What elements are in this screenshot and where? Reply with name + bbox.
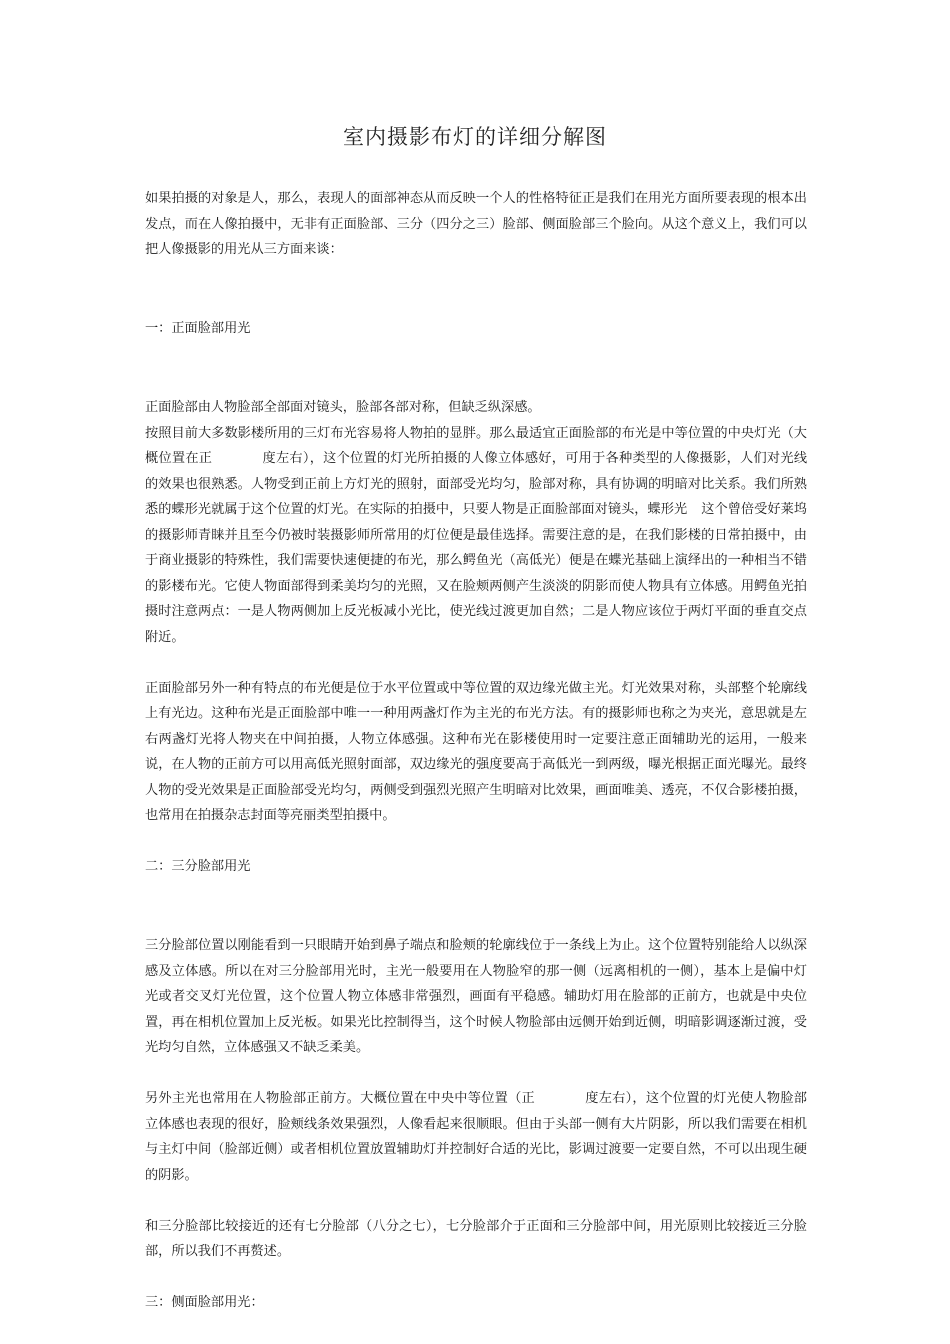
section2-paragraph-2 xyxy=(145,1086,807,1188)
section2-paragraph-3: 和三分脸部比较接近的还有七分脸部（八分之七），七分脸部介于正面和三分脸部中间，用光原则比较接近三分脸部，所以我们不再赘述。 xyxy=(145,1218,807,1259)
section3-heading: 三：侧面脸部用光： xyxy=(145,1295,264,1310)
section2-p2-part-b: 度左右），这个位置的灯光使人物脸部立体感也表现的很好，脸颊线条效果强烈，人像看起来很顺眼。但由于头部一侧有大片阴影，所以我们需要在相机与主灯中间（脸部近侧）或者相机位置放置辅助灯并控制好合适的光比，影调过渡要一定要自然，不可以出现生硬的阴影。 xyxy=(145,1091,807,1183)
document-title: 室内摄影布灯的详细分解图 xyxy=(343,125,607,149)
section1-p2-part-a: 按照目前大多数影楼所用的三灯布光容易将人物拍的显胖。那么最适宜正面脸部的布光是中等位置的中央灯光（大概位置在正 xyxy=(145,425,807,466)
section1-heading: 一：正面脸部用光 xyxy=(145,321,251,336)
section2-p2-part-a: 另外主光也常用在人物脸部正前方。大概位置在中央中等位置（正 xyxy=(145,1091,535,1106)
section2-paragraph-1: 三分脸部位置以刚能看到一只眼睛开始到鼻子端点和脸颊的轮廓线位于一条线上为止。这个位置特别能给人以纵深感及立体感。所以在对三分脸部用光时，主光一般要用在人物脸窄的那一侧（远离相机的一侧），基本上是偏中灯光或者交叉灯光位置，这个位置人物立体感非常强烈，画面有平稳感。辅助灯用在脸部的正前方，也就是中央位置，再在相机位置加上反光板。如果光比控制得当，这个时候人物脸部由远侧开始到近侧，明暗影调逐渐过渡，受光均匀自然，立体感强又不缺乏柔美。 xyxy=(145,938,807,1055)
section2-heading: 二：三分脸部用光 xyxy=(145,859,251,874)
section1-paragraph-3: 正面脸部另外一种有特点的布光便是位于水平位置或中等位置的双边缘光做主光。灯光效果对称，头部整个轮廓线上有光边。这种布光是正面脸部中唯一一种用两盏灯作为主光的布光方法。有的摄影师也称之为夹光，意思就是左右两盏灯光将人物夹在中间拍摄，人物立体感强。这种布光在影楼使用时一定要注意正面辅助光的运用，一般来说，在人物的正前方可以用高低光照射面部，双边缘光的强度要高于高低光一到两级，曝光根据正面光曝光。最终人物的受光效果是正面脸部受光均匀，两侧受到强烈光照产生明暗对比效果，画面唯美、透亮，不仅合影楼拍摄，也常用在拍摄杂志封面等亮丽类型拍摄中。 xyxy=(145,680,807,823)
section1-paragraph-2 xyxy=(145,421,807,651)
document-body xyxy=(145,186,807,1316)
section1-p2-part-c: 这个曾倍受好莱坞的摄影师青睐并且至今仍被时装摄影师所常用的灯位便是最佳选择。需要注意的是，在我们影楼的日常拍摄中，由于商业摄影的特殊性，我们需要快速便捷的布光，那么鳄鱼光（高低光）便是在蝶光基础上演绎出的一种相当不错的影楼布光。它使人物面部得到柔美均匀的光照，又在脸颊两侧产生淡淡的阴影而使人物具有立体感。用鳄鱼光拍摄时注意两点：一是人物两侧加上反光板减小光比，使光线过渡更加自然；二是人物应该位于两灯平面的垂直交点附近。 xyxy=(145,502,807,645)
intro-paragraph: 如果拍摄的对象是人，那么，表现人的面部神态从而反映一个人的性格特征正是我们在用光方面所要表现的根本出发点，而在人像拍摄中，无非有正面脸部、三分（四分之三）脸部、侧面脸部三个脸向。从这个意义上，我们可以把人像摄影的用光从三方面来谈： xyxy=(145,191,807,257)
section1-paragraph-1: 正面脸部由人物脸部全部面对镜头，脸部各部对称，但缺乏纵深感。 xyxy=(145,400,541,415)
section1-p2-part-b: 度左右），这个位置的灯光所拍摄的人像立体感好，可用于各种类型的人像摄影，人们对光线的效果也很熟悉。人物受到正前上方灯光的照射，面部受光均匀，脸部对称，具有协调的明暗对比关系。我们所熟悉的蝶形光就属于这个位置的灯光。在实际的拍摄中，只要人物是正面脸部面对镜头，蝶形光 xyxy=(145,451,808,517)
